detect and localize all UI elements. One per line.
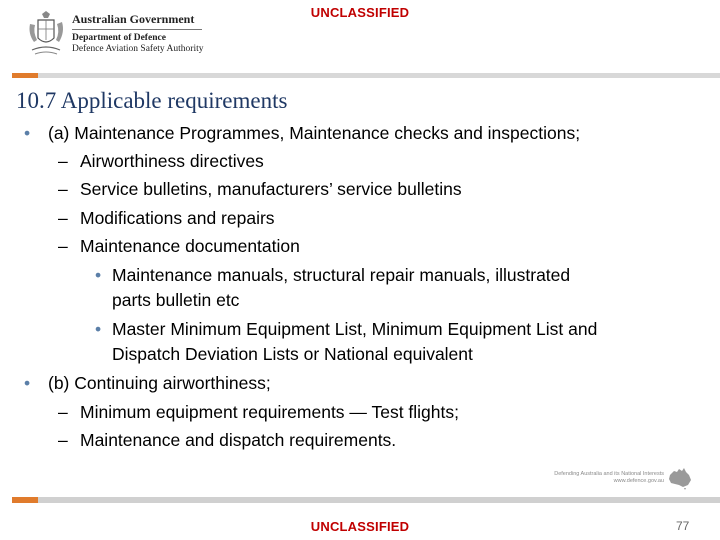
list-item: (a) Maintenance Programmes, Maintenance checks and inspections; (48, 123, 581, 143)
footer-tagline-text: Defending Australia and its National Interests (554, 471, 664, 477)
dash-marker: – (58, 179, 68, 199)
classification-header: UNCLASSIFIED (310, 5, 410, 20)
footer-website: www.defence.gov.au (613, 478, 664, 484)
logo-department: Department of Defence (72, 33, 166, 43)
header-divider (12, 73, 720, 78)
header-divider-accent (12, 73, 38, 78)
list-item: (b) Continuing airworthiness; (48, 373, 271, 393)
coat-of-arms-icon (26, 10, 66, 58)
logo-authority: Defence Aviation Safety Authority (72, 44, 204, 54)
list-item: Master Minimum Equipment List, Minimum Equipment List and (112, 319, 598, 339)
footer-divider (12, 497, 720, 503)
australia-map-icon (667, 466, 693, 490)
classification-footer: UNCLASSIFIED (310, 519, 410, 534)
list-item: Airworthiness directives (80, 151, 264, 171)
dash-marker: – (58, 402, 68, 422)
dash-marker: – (58, 430, 68, 450)
list-item: Minimum equipment requirements — Test flights; (80, 402, 459, 422)
page-number: 77 (676, 519, 690, 533)
bullet-marker: • (24, 373, 31, 393)
list-item: Maintenance manuals, structural repair manuals, illustrated (112, 265, 571, 285)
list-item: Service bulletins, manufacturers’ service bulletins (80, 179, 462, 199)
list-item: Maintenance documentation (80, 236, 300, 256)
list-item-continuation: Dispatch Deviation Lists or National equivalent (112, 344, 473, 364)
dash-marker: – (58, 236, 68, 256)
list-item-continuation: parts bulletin etc (112, 290, 240, 310)
list-item: Modifications and repairs (80, 208, 275, 228)
list-item: Maintenance and dispatch requirements. (80, 430, 397, 450)
footer-divider-accent (12, 497, 38, 503)
dash-marker: – (58, 208, 68, 228)
bullet-marker: • (95, 265, 102, 285)
bullet-marker: • (24, 123, 31, 143)
dash-marker: – (58, 151, 68, 171)
bullet-marker: • (95, 319, 102, 339)
logo-australian-government: Australian Government (72, 12, 195, 26)
australian-government-logo (24, 10, 204, 62)
slide-title: 10.7 Applicable requirements (16, 88, 288, 113)
footer-tagline (540, 471, 664, 485)
